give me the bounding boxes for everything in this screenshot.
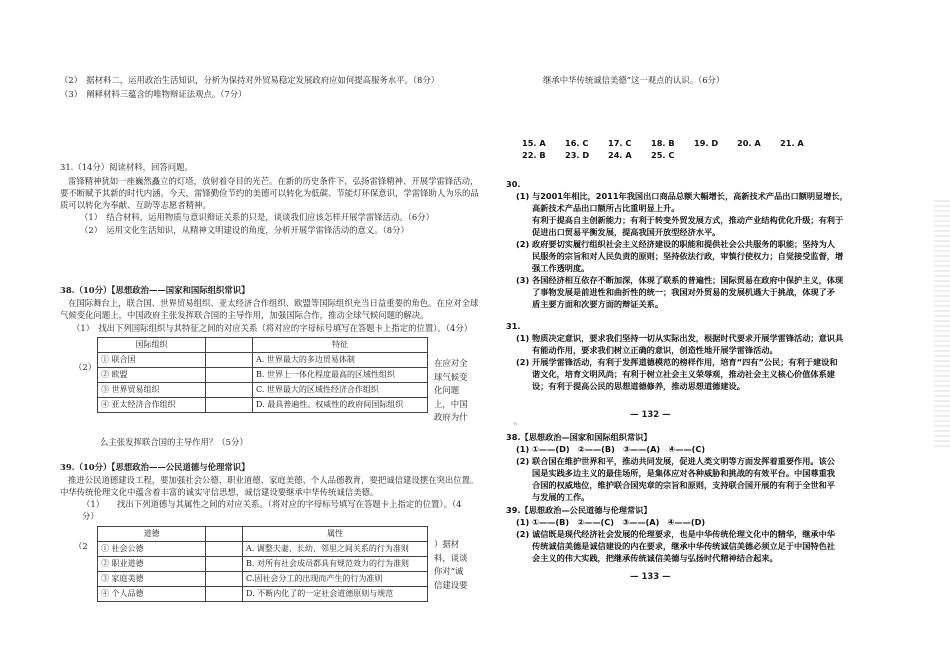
q39-sub-2-number: （2 <box>74 541 88 551</box>
answer-15: 15. A <box>522 138 546 148</box>
q38-sub-2-number: （2） <box>74 362 97 372</box>
q39-moral-2: ② 职业道德 <box>98 557 206 572</box>
a30-line-1: (1) 与2001年相比，2011年我国出口商品总额大幅增长，高新技术产品出口额明显增长， <box>516 191 848 201</box>
q39-attr-a: A. 调整夫妻、长幼、邻里之间关系的行为准则 <box>243 542 428 557</box>
q31-line-1: 雷锋精神犹如一座巍然矗立的灯塔，放射着夺目的光芒。在新的历史条件下，弘扬雷锋精神、开展学雷锋活动， <box>68 176 479 186</box>
q38-title: 38.（10分）【思想政治——国家和国际组织常识】 <box>60 285 250 295</box>
q39-sub-1-num: （1） <box>82 499 105 509</box>
q31-title: 31.（14分）阅读材料，回答问题。 <box>60 162 193 172</box>
page-number-133: — 133 — <box>630 572 671 582</box>
q39-attr-d: D. 不断内化了的一定社会道德原则与规范 <box>243 587 428 602</box>
answer-22: 22. B <box>522 150 546 160</box>
q39-header-attr: 属性 <box>243 527 428 542</box>
q31-sub-1: （1） 结合材料，运用物质与意识辩证关系的只是，谈谈我们应该怎样开展学雷锋活动。（6分） <box>80 212 435 222</box>
q39-line-1: 推进公民道德建设工程，要加强社会公德、职业道德、家庭美德、个人品德教育，要把诚信建设摆在突出位置。 <box>68 475 479 485</box>
q-prev-line-1: （2） 据材料二，运用政治生活知识，分析为保持对外贸易稳定发展政府应如何提高服务水平。（8分） <box>60 75 440 85</box>
q39-attr-c: C.因社会分工的出现而产生的行为准则 <box>243 572 428 587</box>
page-number-132: — 132 — <box>630 410 671 420</box>
a30-line-6: 民服务的宗旨和对人民负责的原则；坚持依法行政，审慎行使权力；自觉接受监督，增 <box>532 251 844 261</box>
q38-feature-c: C. 世界最大的区域性经济合作组织 <box>253 383 428 398</box>
a38-line-2: (2) 联合国在维护世界和平，推动共同发展，促进人类文明等方面发挥着重要作用。该公 <box>516 456 835 466</box>
a30-number: 30. <box>506 179 521 189</box>
a39-line-1: (1) ①——(B) ②——(C) ③——(A) ④——(D) <box>516 517 706 527</box>
answer-18: 18. B <box>651 138 675 148</box>
q31-sub-2: （2） 运用文化生活知识，从精神文明建设的角度，分析开展学雷锋活动的意义。（8分） <box>80 225 409 235</box>
a30-line-8: (3) 各国经济相互依存不断加深，体现了联系的普遍性；国际贸易在政府中保护主义，体现 <box>516 275 844 285</box>
a38-line-3: 国是实践多边主义的最佳场所，是集体应对各种威胁和挑战的有效平台。中国尊重我 <box>532 468 835 478</box>
q39-header-moral: 道德 <box>98 527 206 542</box>
q39-sub-1-tail: 分） <box>82 511 99 521</box>
a39-line-4: 会主义的伟大实践，把继承传统诚信美德与弘扬时代精神结合起来。 <box>532 553 778 563</box>
a31-line-1: (1) 物质决定意识，要求我们坚持一切从实际出发，根据时代要求开展学雷锋活动；意识具 <box>516 333 844 343</box>
a30-line-5: (2) 政府要切实履行组织社会主义经济建设的职能和提供社会公共服务的职能；坚持为人 <box>516 239 835 249</box>
q38-line-2: 气候变化问题上，中国政府主张发挥联合国的主导作用，加强国际合作，推动全球气候问题的解决。 <box>60 310 429 320</box>
q39-attr-b: B. 对所有社会成员都具有规范效力的行为准则 <box>243 557 428 572</box>
answer-21: 21. A <box>780 138 804 148</box>
q38-sub-1: （1） 找出下列国际组织与其特征之间的对应关系（将对应的字母标号填写在答题卡上指定的位置）。（4分） <box>72 323 473 333</box>
q38-header-feature: 特征 <box>253 338 428 353</box>
answer-17: 17. C <box>608 138 632 148</box>
a30-line-3: 有利于提高自主创新能力；有利于转变外贸发展方式，推动产业结构优化升级；有利于 <box>532 215 844 225</box>
a30-line-4: 促进出口贸易平衡发展，提高我国开放型经济水平。 <box>532 227 721 237</box>
a31-line-4: 谐文化，培育文明风尚；有利于树立社会主义荣辱观，推动社会主义核心价值体系建 <box>532 369 835 379</box>
q39-line-2: 中华传统伦理文化中蕴含着丰富的诚实守信思想，诚信建设要继承中华传统诚信美德。 <box>60 487 379 497</box>
a31-number: 31. <box>506 321 521 331</box>
answer-24: 24. A <box>608 150 632 160</box>
a39-line-3: 传统诚信美德是诚信建设的内在要求，继承中华传统诚信美德必须立足于中国特色社 <box>532 541 835 551</box>
a31-line-3: (2) 开展学雷锋活动，有利于发挥道德模范的榜样作用，培育“四有”公民；有利于建设和 <box>516 357 838 367</box>
q39-table <box>97 526 428 602</box>
q39-moral-3: ③ 家庭美德 <box>98 572 206 587</box>
answer-19: 19. D <box>694 138 719 148</box>
a30-line-2: 高新技术产品出口额所占比重明显上升。 <box>532 203 680 213</box>
q38-org-2: ② 欧盟 <box>98 368 206 383</box>
q31-line-2: 要不断赋予其新的时代内涵。今天，雷锋勤俭节约的美德可以转化为低碳、节能灯环保意识，学雷锋助人为乐的品 <box>60 188 479 198</box>
q38-feature-b: B. 世界上一体化程度最高的区域性组织 <box>253 368 428 383</box>
a38-line-1: (1) ①——(D) ②——(B) ③——(A) ④——(C) <box>516 444 706 454</box>
q-prev-line-2: （3） 阐释材料三蕴含的唯物辩证法观点。（7分） <box>60 89 247 99</box>
q39-moral-4: ④ 个人品德 <box>98 587 206 602</box>
a31-line-5: 设；有利于提高公民的思想道德修养，推动思想道德建设。 <box>532 381 745 391</box>
a30-line-9: 了事物发展是前进性和曲折性的统一；我国对外贸易的发展机遇大于挑战，体现了矛 <box>532 287 835 297</box>
q39-title: 39.（10分）【思想政治——公民道德与伦理常识】 <box>60 462 250 472</box>
q39-moral-1: ① 社会公德 <box>98 542 206 557</box>
answer-23: 23. D <box>565 150 590 160</box>
a38-title: 38.【思想政治—国家和国际组织常识】 <box>506 432 652 442</box>
a31-line-2: 有能动作用，要求我们树立正确的意识，创造性地开展学雷锋活动。 <box>532 345 778 355</box>
q31-line-3: 质可以转化为奉献、互助等志愿者精神。 <box>60 200 211 210</box>
stray-mark: ʷ <box>513 420 518 430</box>
answer-25: 25. C <box>651 150 675 160</box>
a30-line-7: 强工作透明度。 <box>532 263 590 273</box>
q39-continued: 继承中华传统诚信美德”这一观点的认识。（6分） <box>543 75 725 85</box>
q38-org-4: ④ 亚太经济合作组织 <box>98 398 206 413</box>
q38-sub-2-side-text: 在应对全球气候变化问题上，中国政府为什 <box>434 358 468 422</box>
answer-16: 16. C <box>565 138 589 148</box>
answer-20: 20. A <box>737 138 761 148</box>
q39-sub-2-side-text: ）据材料，谈谈你对“诚信建设要 <box>434 539 468 590</box>
q38-table <box>97 337 428 413</box>
q38-line-1: 在国际舞台上，联合国、世界贸易组织、亚太经济合作组织、欧盟等国际组织充当日益重要的角色。在应对全球 <box>68 298 479 308</box>
q38-header-org: 国际组织 <box>98 338 206 353</box>
a39-line-2: (2) 诚信既是现代经济社会发展的伦理要求，也是中华传统伦理文化中的精华，继承中华 <box>516 529 835 539</box>
a39-title: 39.【思想政治—公民道德与伦理常识】 <box>506 505 652 515</box>
q38-org-3: ③ 世界贸易组织 <box>98 383 206 398</box>
scan-edge-shadow <box>934 200 950 450</box>
a30-line-10: 盾主要方面和次要方面的辩证关系。 <box>532 299 664 309</box>
q39-sub-1-text: 找出下列道德与其属性之间的对应关系。（将对应的字母标号填写在答题卡上指定的位置）。（4 <box>117 499 462 509</box>
a38-line-5: 与发展的工作。 <box>532 492 590 502</box>
a38-line-4: 合国的权威地位，维护联合国宪章的宗旨和原则，支持联合国开展的有利于全世和平 <box>532 480 835 490</box>
q38-org-1: ① 联合国 <box>98 353 206 368</box>
q38-sub-2-tail: 么主张发挥联合国的主导作用？（5分） <box>100 437 248 447</box>
q38-feature-a: A. 世界最大的多边贸易体制 <box>253 353 428 368</box>
q38-feature-d: D. 最具普遍性、权威性的政府间国际组织 <box>253 398 428 413</box>
